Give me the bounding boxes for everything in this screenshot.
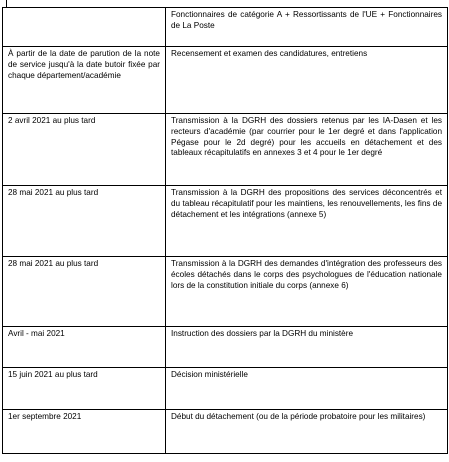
row-action-cell: Décision ministérielle <box>166 368 448 410</box>
table-row <box>3 410 448 454</box>
table-row <box>3 327 448 368</box>
row-date-cell: Avril - mai 2021 <box>3 327 166 368</box>
row-action-cell: Instruction des dossiers par la DGRH du ministère <box>166 327 448 368</box>
row-action-cell: Recensement et examen des candidatures, entretiens <box>166 47 448 114</box>
row-action-cell: Transmission à la DGRH des propositions des services déconcentrés et du tableau récapitulatif pour les maintiens, les renouvellements, les fins de détachement et les intégrations (annexe 5) <box>166 186 448 257</box>
row-date-cell: 1er septembre 2021 <box>3 410 166 454</box>
table-top-edge-mark <box>6 0 7 7</box>
row-date-cell: 2 avril 2021 au plus tard <box>3 114 166 186</box>
table-row <box>3 368 448 410</box>
schedule-table <box>2 7 448 454</box>
table-header-row <box>3 8 448 47</box>
row-action-cell: Transmission à la DGRH des dossiers retenus par les IA-Dasen et les recteurs d'académie (par courrier pour le 1er degré et dans l'application Pégase pour le 2d degré) pour les accueils en détachement et des tableaux récapitulatifs en annexes 3 et 4 pour le 1er degré <box>166 114 448 186</box>
row-date-cell: À partir de la date de parution de la note de service jusqu'à la date butoir fixée par chaque département/académie <box>3 47 166 114</box>
row-action-cell: Début du détachement (ou de la période probatoire pour les militaires) <box>166 410 448 454</box>
table-row <box>3 186 448 257</box>
row-action-cell: Transmission à la DGRH des demandes d'intégration des professeurs des écoles détachés dans le corps des psychologues de l'éducation nationale lors de la constitution initiale du corps (annexe 6) <box>166 257 448 327</box>
row-date-cell: 15 juin 2021 au plus tard <box>3 368 166 410</box>
table-row <box>3 47 448 114</box>
header-action-cell: Fonctionnaires de catégorie A + Ressortissants de l'UE + Fonctionnaires de La Poste <box>166 8 448 47</box>
table-row <box>3 257 448 327</box>
header-date-cell <box>3 8 166 47</box>
table-row <box>3 114 448 186</box>
row-date-cell: 28 mai 2021 au plus tard <box>3 257 166 327</box>
row-date-cell: 28 mai 2021 au plus tard <box>3 186 166 257</box>
